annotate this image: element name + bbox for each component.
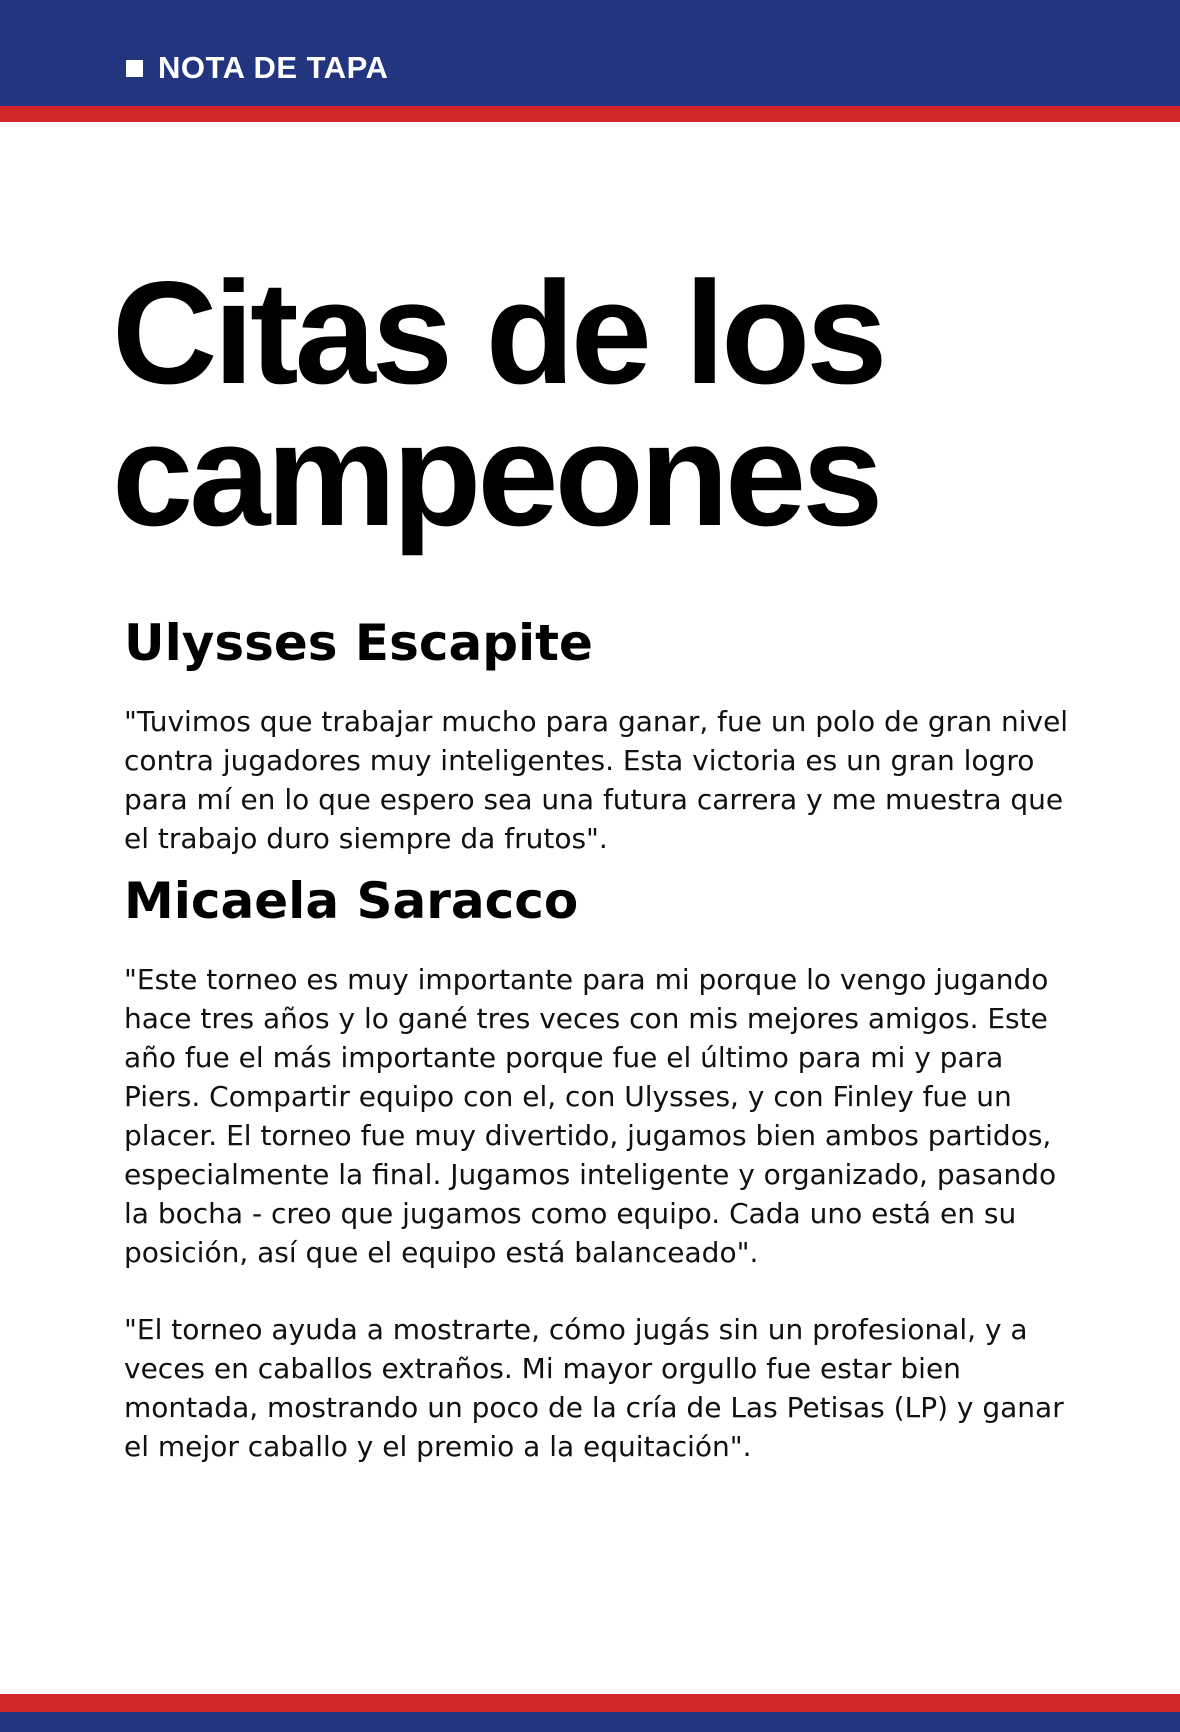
quote-paragraph: "Este torneo es muy importante para mi porque lo vengo jugando hace tres años y lo gané tres veces con mis mejores amigos. Este año fue el más importante porque fue el último para mi y para Piers. Compartir equipo con el, con Ulysses, y con Finley fue un placer. El torneo fue muy divertido, jugamos bien ambos partidos, especialmente la final. Jugamos inteligente y organizado, pasando la bocha - creo que jugamos como equipo. Cada uno está en su posición, así que el equipo está balanceado". xyxy=(124,963,1057,1269)
quote-author-name: Ulysses Escapite xyxy=(124,614,593,672)
quote-paragraph: "Tuvimos que trabajar mucho para ganar, fue un polo de gran nivel contra jugadores muy inteligentes. Esta victoria es un gran logro para mí en lo que espero sea una futura carrera y me muestra que el trabajo duro siempre da frutos". xyxy=(124,705,1069,855)
article-body xyxy=(124,612,1084,1466)
footer-band xyxy=(0,1712,1180,1732)
square-bullet-icon xyxy=(126,60,143,77)
section-label-text: NOTA DE TAPA xyxy=(158,50,389,85)
section-label xyxy=(126,50,388,86)
article-title xyxy=(112,251,884,556)
title-line-1: Citas de los xyxy=(112,251,884,414)
title-line-2: campeones xyxy=(112,393,880,556)
header-red-stripe xyxy=(0,106,1180,122)
quote-author-name: Micaela Saracco xyxy=(124,872,579,930)
quote-paragraph: "El torneo ayuda a mostrarte, cómo jugás sin un profesional, y a veces en caballos extraños. Mi mayor orgullo fue estar bien montada, mostrando un poco de la cría de Las Petisas (LP) y ganar el mejor caballo y el premio a la equitación". xyxy=(124,1313,1064,1463)
footer-red-stripe xyxy=(0,1694,1180,1712)
